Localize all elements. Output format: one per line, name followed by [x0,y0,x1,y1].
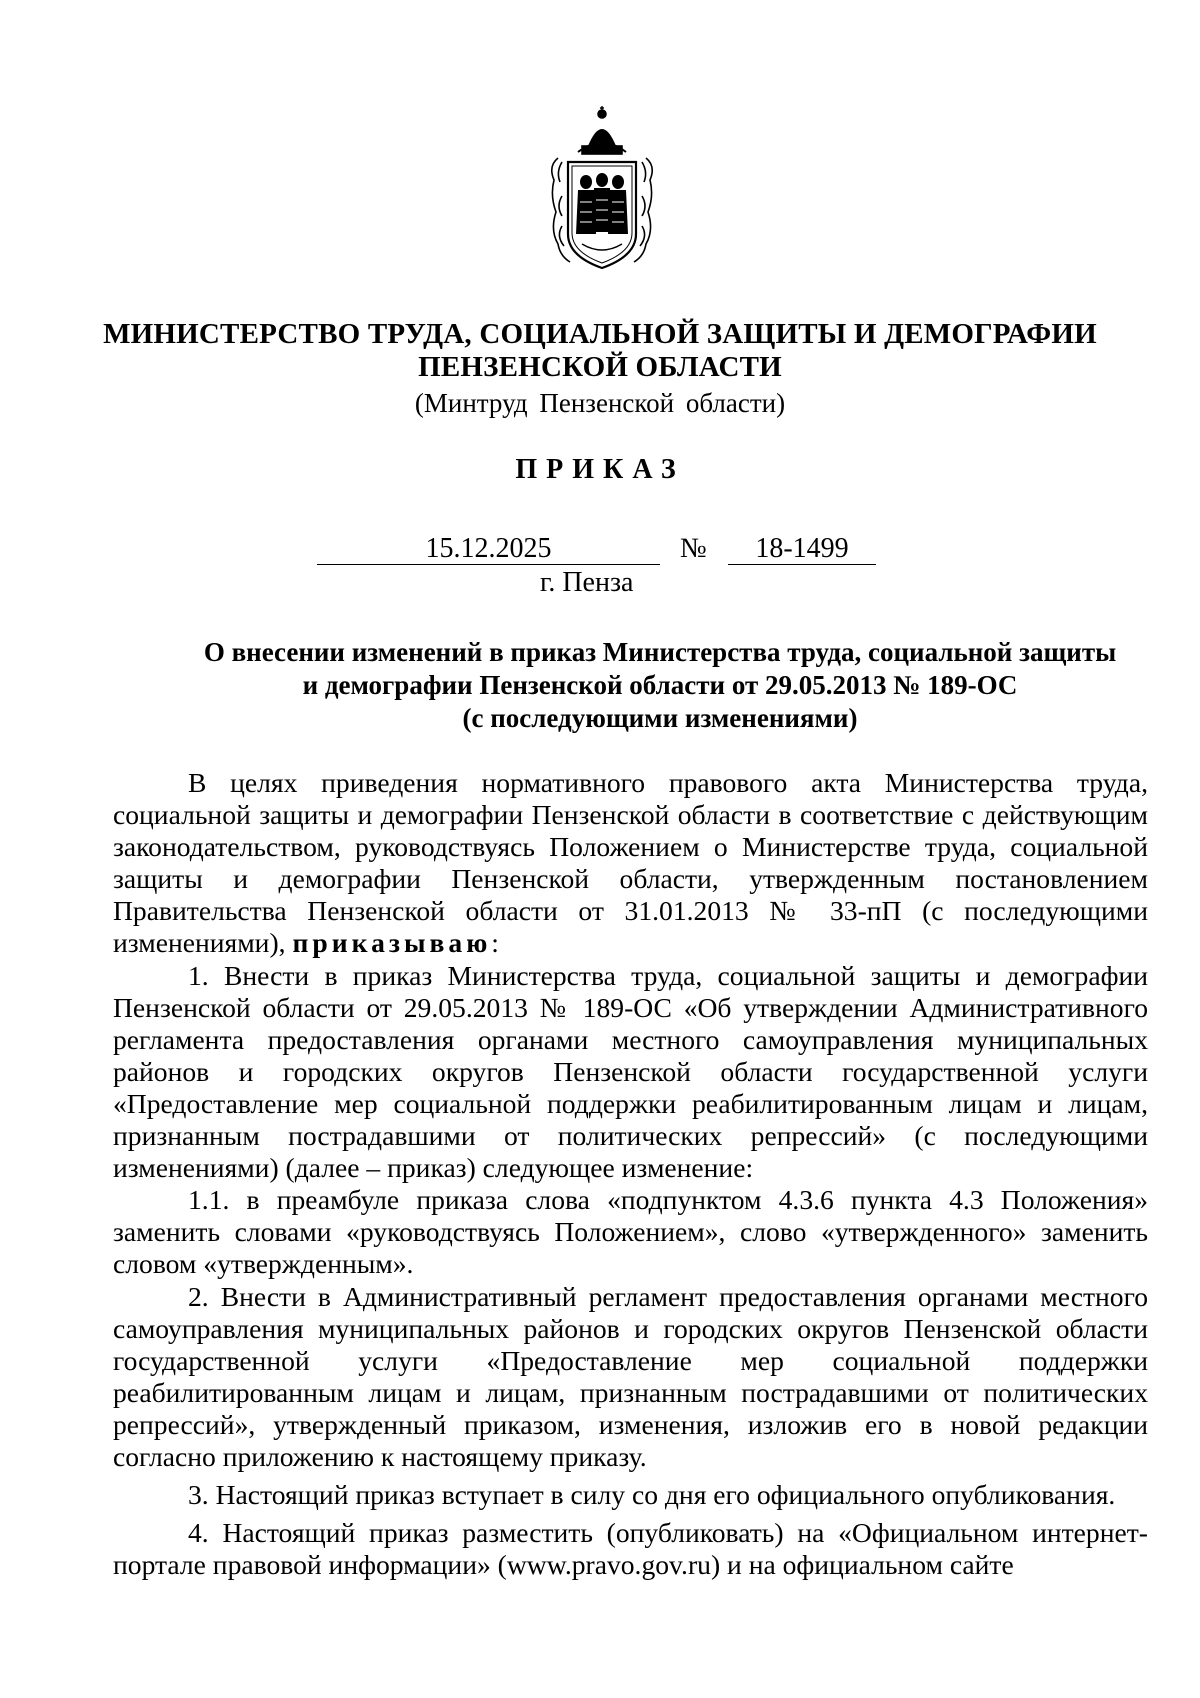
item-3-paragraph: 3. Настоящий приказ вступает в силу со дня его официального опубликования. [188,1479,1116,1511]
organization-title [100,318,1100,384]
item-1-paragraph: 1. Внести в приказ Министерства труда, социальной защиты и демографии Пензенской области от 29.05.2013 № 189-ОС «Об утверждении Административного регламента предоставления органами местного самоуправления муниципальных районов и городских округов Пензенской области государственной услуги «Предоставление мер социальной поддержки реабилитированным лицам и лицам, признанным пострадавшими от политических репрессий» (с последующими изменениями) (далее – приказ) следующее изменение: [113,959,1148,1184]
item-2-paragraph: 2. Внести в Административный регламент предоставления органами местного самоуправления муниципальных районов и городских округов Пензенской области государственной услуги «Предоставление мер социальной поддержки реабилитированным лицам и лицам, признанным пострадавшими от политических репрессий», утвержденный приказом, изменения, изложив его в новой редакции согласно приложению к настоящему приказу. [113,1280,1148,1472]
number-sign: № [680,533,707,564]
subject-line1: О внесении изменений в приказ Министерства труда, социальной защиты [203,637,1117,667]
document-date: 15.12.2025 [317,534,660,565]
coat-of-arms-icon [548,106,656,278]
preamble-paragraph [113,767,1148,960]
document-body [113,767,1148,1581]
document-subject [170,636,1150,735]
organization-short-name: (Минтруд Пензенской области) [414,388,786,418]
document-number: 18-1499 [728,534,876,565]
subject-line2: и демографии Пензенской области от 29.05.2013 № 189-ОС [302,670,1018,700]
order-word: приказываю [292,927,492,959]
item-1-1-paragraph: 1.1. в преамбуле приказа слова «подпунктом 4.3.6 пункта 4.3 Положения» заменить словами «руководствуясь Положением», слово «утвержденного» заменить словом «утвержденным». [113,1184,1148,1280]
order-colon: : [491,927,499,959]
organization-title-line2: ПЕНЗЕНСКОЙ ОБЛАСТИ [418,351,782,383]
document-type-title: ПРИКАЗ [515,454,685,485]
preamble-text: В целях приведения нормативного правового акта Министерства труда, социальной защиты и демографии Пензенской области в соответствие с действующим законодательством, руководствуясь Положением о Министерстве труда, социальной защиты и демографии Пензенской области, утвержденным постановлением Правительства Пензенской области от 31.01.2013 № 33-пП (с последующими изменениями), [113,767,1148,959]
item-4-paragraph: 4. Настоящий приказ разместить (опубликовать) на «Официальном интернет-портале правовой информации» (www.pravo.gov.ru) и на официальном сайте [113,1517,1148,1581]
subject-line3: (с последующими изменениями) [462,703,858,733]
document-city: г. Пенза [540,567,634,598]
organization-title-line1: МИНИСТЕРСТВО ТРУДА, СОЦИАЛЬНОЙ ЗАЩИТЫ И ДЕМОГРАФИИ [103,318,1097,350]
